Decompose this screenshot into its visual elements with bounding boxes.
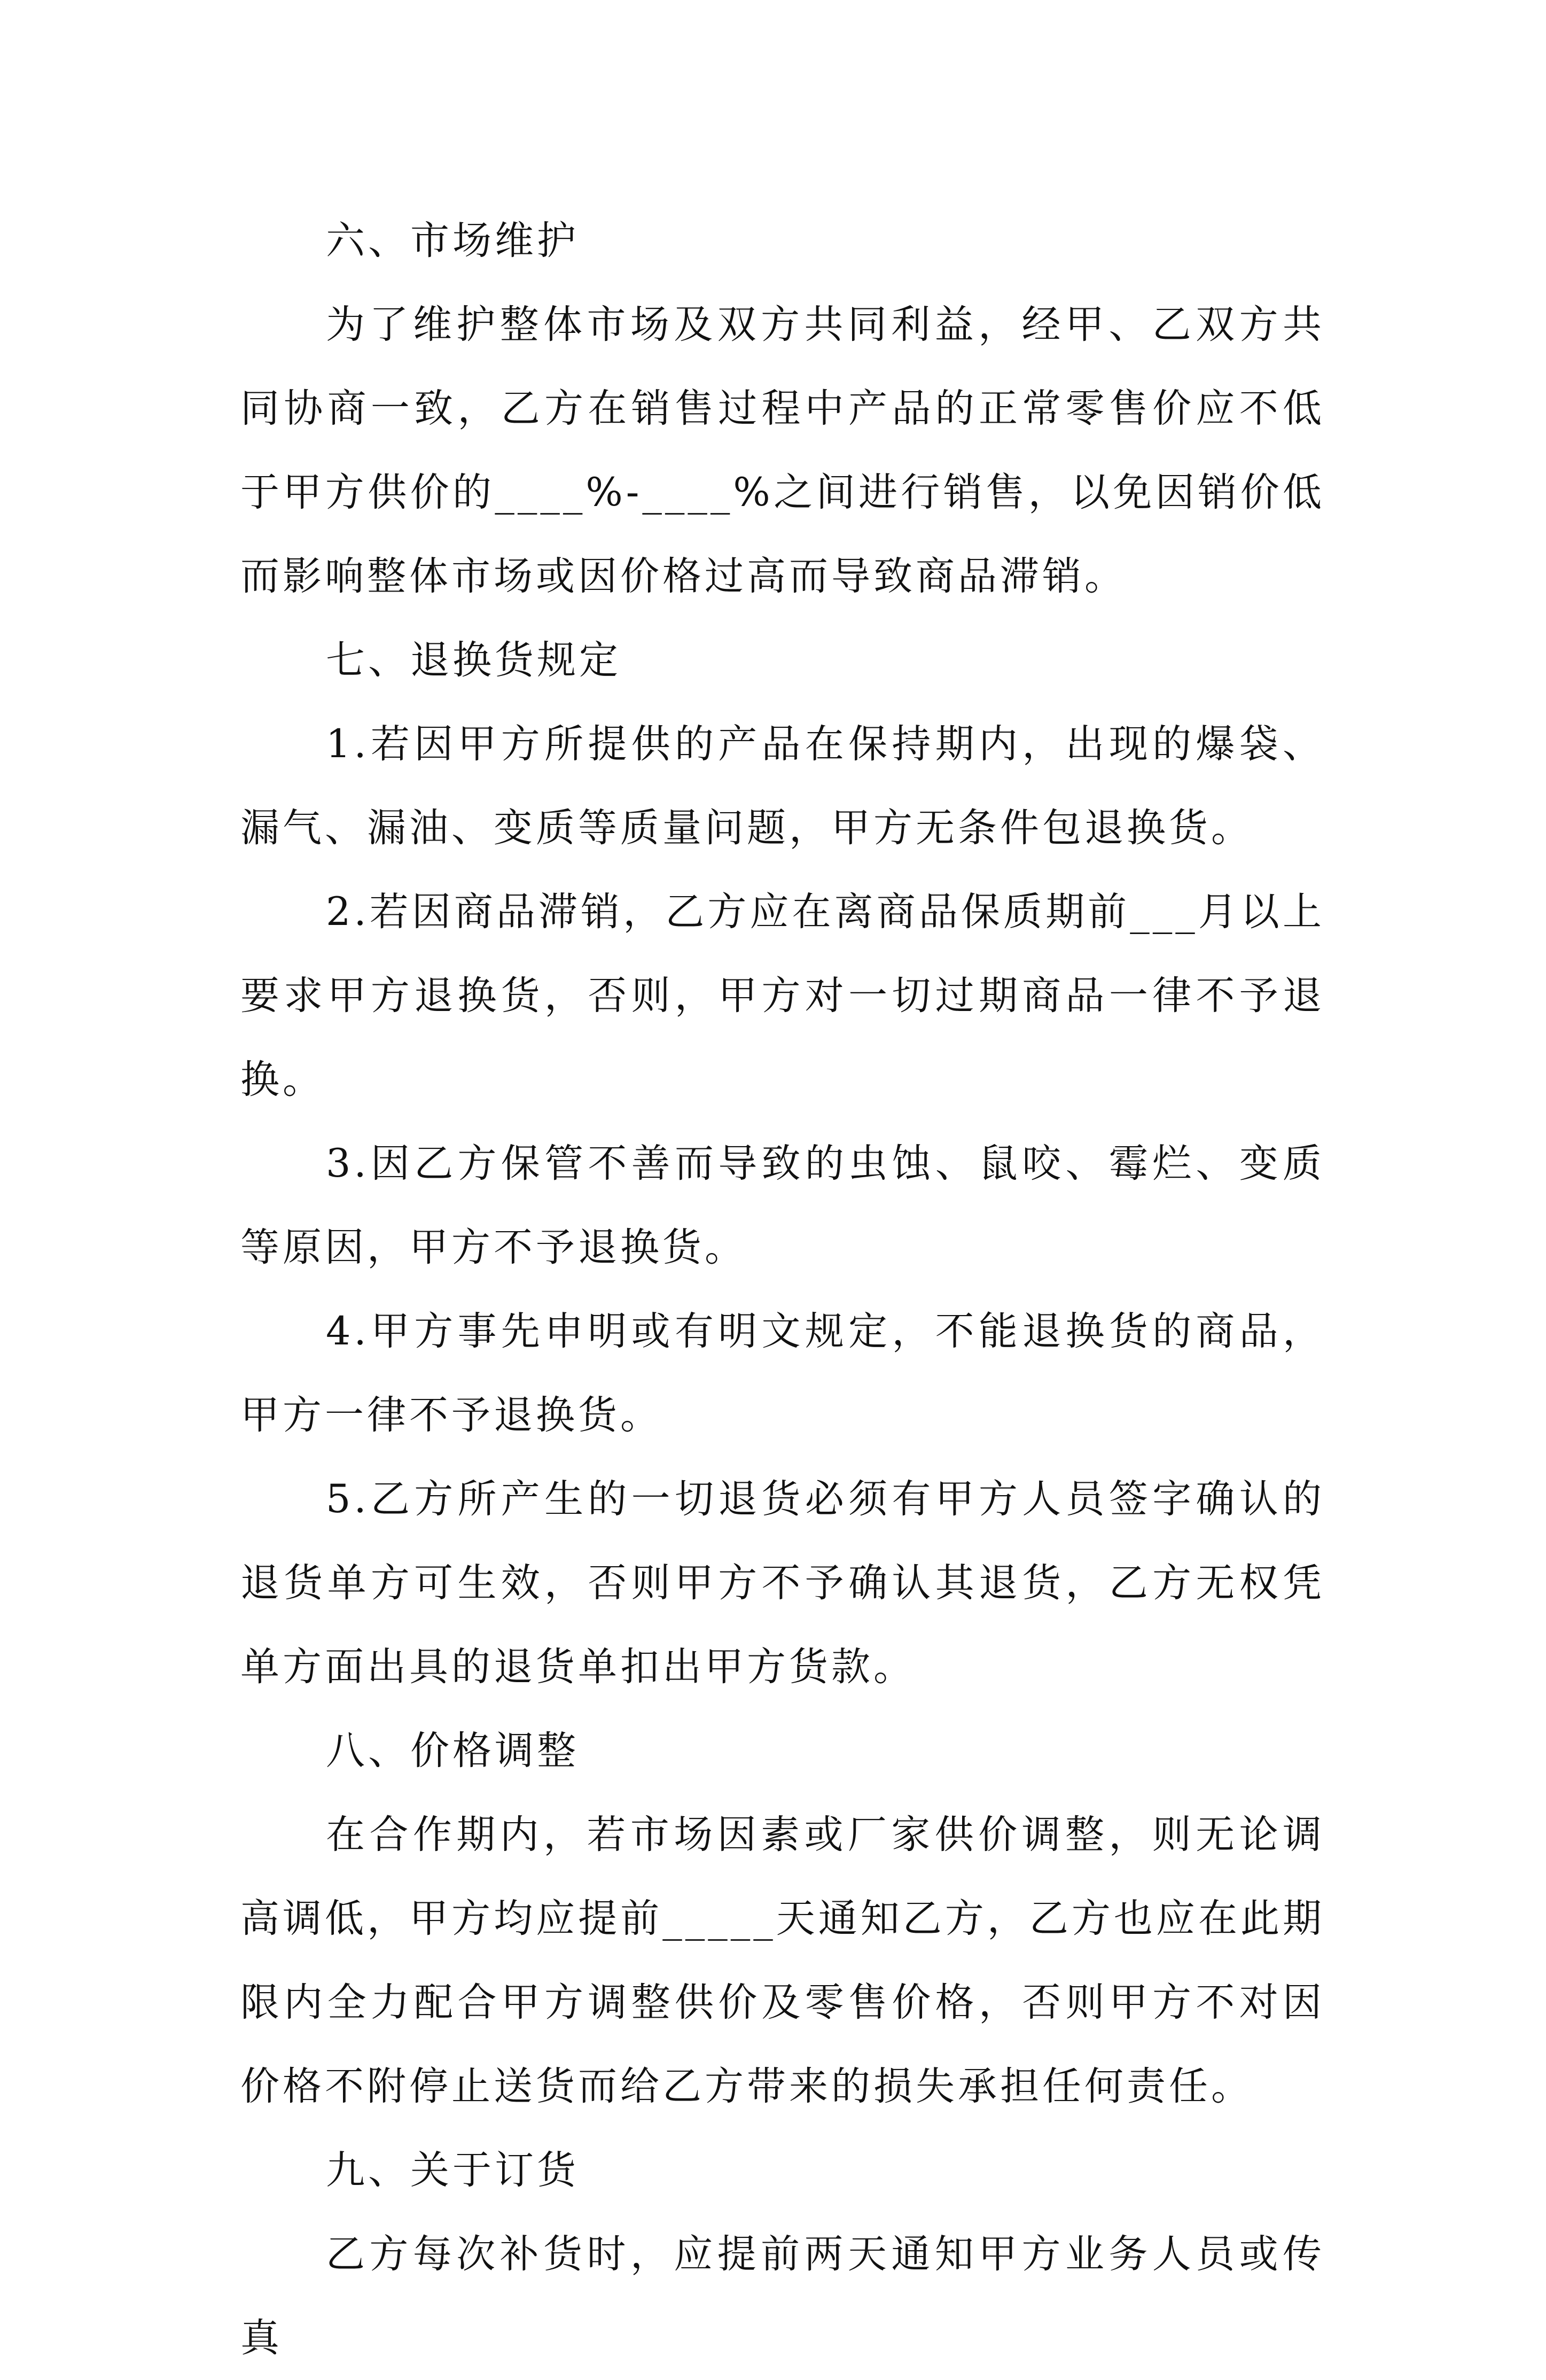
section-7-item-5: 5.乙方所产生的一切退货必须有甲方人员签字确认的退货单方可生效，否则甲方不予确认其退货，乙方无权凭单方面出具的退货单扣出甲方货款。 [240, 1476, 1325, 1690]
section-9-heading: 九、关于订货 [326, 2148, 579, 2193]
section-9-paragraph: 乙方每次补货时，应提前两天通知甲方业务人员或传真 [240, 2231, 1325, 2361]
section-6-paragraph: 为了维护整体市场及双方共同利益，经甲、乙双方共同协商一致，乙方在销售过程中产品的正常零售价应不低于甲方供价的____%-____%之间进行销售，以免因销价低而影响整体市场或因价格过高而导致商品滞销。 [240, 302, 1325, 599]
section-7-heading: 七、退换货规定 [326, 637, 621, 683]
section-7-item-3: 3.因乙方保管不善而导致的虫蚀、鼠咬、霉烂、变质等原因，甲方不予退换货。 [240, 1141, 1325, 1270]
section-7-item-1: 1.若因甲方所提供的产品在保持期内，出现的爆袋、漏气、漏油、变质等质量问题，甲方无条件包退换货。 [240, 721, 1325, 851]
section-8-heading: 八、价格调整 [326, 1728, 579, 1774]
section-6-heading: 六、市场维护 [326, 218, 579, 263]
document-body [240, 199, 1325, 2380]
section-7-item-2: 2.若因商品滞销，乙方应在离商品保质期前___月以上要求甲方退换货，否则，甲方对一切过期商品一律不予退换。 [240, 889, 1325, 1102]
section-7-item-4: 4.甲方事先申明或有明文规定，不能退换货的商品，甲方一律不予退换货。 [240, 1309, 1325, 1438]
section-8-paragraph: 在合作期内，若市场因素或厂家供价调整，则无论调高调低，甲方均应提前_____天通知乙方，乙方也应在此期限内全力配合甲方调整供价及零售价格，否则甲方不对因价格不附停止送货而给乙方带来的损失承担任何责任。 [240, 1812, 1325, 2109]
